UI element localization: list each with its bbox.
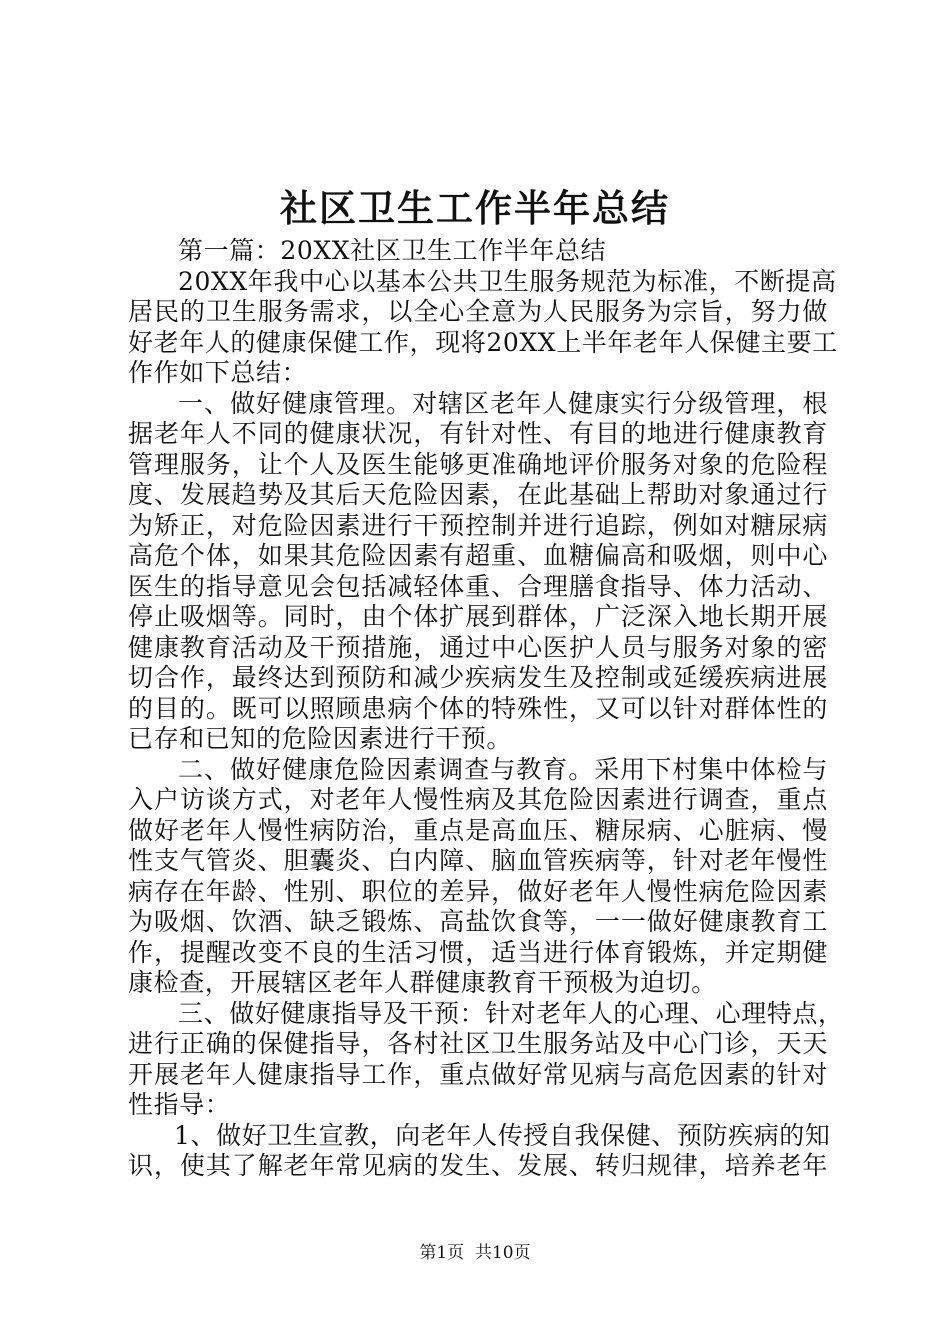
- body-line: 的目的。既可以照顾患病个体的特殊性，又可以针对群体性的: [128, 693, 828, 723]
- body-line: 第一篇：20XX社区卫生工作半年总结: [178, 236, 607, 265]
- body-line: 识，使其了解老年常见病的发生、发展、转归规律，培养老年: [128, 1151, 828, 1180]
- body-line: 作作如下总结：: [128, 358, 308, 387]
- body-line: 停止吸烟等。同时，由个体扩展到群体，广泛深入地长期开展: [128, 602, 828, 631]
- body-line: 1、做好卫生宣教，向老年人传授自我保健、预防疾病的知: [174, 1120, 831, 1150]
- body-line: 病存在年龄、性别、职位的差异，做好老年人慢性病危险因素: [128, 876, 828, 906]
- body-line: 一、做好健康管理。对辖区老年人健康实行分级管理，根: [178, 388, 828, 418]
- page-footer: 第1页 共10页: [419, 1243, 531, 1263]
- body-line: 管理服务，让个人及医生能够更准确地评价服务对象的危险程: [128, 449, 828, 479]
- body-line: 为矫正，对危险因素进行干预控制并进行追踪，例如对糖尿病: [128, 510, 828, 540]
- body-line: 进行正确的保健指导，各村社区卫生服务站及中心门诊，天天: [128, 1029, 828, 1058]
- body-line: 做好老年人慢性病防治，重点是高血压、糖尿病、心脏病、慢: [128, 815, 828, 845]
- body-line: 据老年人不同的健康状况，有针对性、有目的地进行健康教育: [128, 419, 828, 448]
- body-line: 作，提醒改变不良的生活习惯，适当进行体育锻炼，并定期健: [128, 937, 828, 967]
- body-line: 度、发展趋势及其后天危险因素，在此基础上帮助对象通过行: [128, 480, 828, 509]
- body-line: 康检查，开展辖区老年人群健康教育干预极为迫切。: [128, 968, 717, 997]
- body-line: 20XX年我中心以基本公共卫生服务规范为标准，不断提高: [178, 266, 837, 296]
- body-line: 切合作，最终达到预防和减少疾病发生及控制或延缓疾病进展: [128, 663, 828, 692]
- body-line: 居民的卫生服务需求，以全心全意为人民服务为宗旨，努力做: [128, 297, 828, 326]
- body-line: 已存和已知的危险因素进行干预。: [128, 724, 513, 753]
- body-line: 医生的指导意见会包括减轻体重、合理膳食指导、体力活动、: [128, 571, 828, 601]
- body-line: 二、做好健康危险因素调查与教育。采用下村集中体检与: [178, 754, 828, 784]
- body-line: 性指导：: [128, 1090, 231, 1119]
- document-body: [128, 236, 844, 1182]
- body-line: 为吸烟、饮酒、缺乏锻炼、高盐饮食等，一一做好健康教育工: [128, 907, 828, 936]
- body-line: 好老年人的健康保健工作，现将20XX上半年老年人保健主要工: [128, 327, 838, 357]
- body-line: 健康教育活动及干预措施，通过中心医护人员与服务对象的密: [128, 632, 828, 662]
- body-line: 开展老年人健康指导工作，重点做好常见病与高危因素的针对: [128, 1059, 828, 1089]
- document-title: 社区卫生工作半年总结: [280, 186, 670, 230]
- body-line: 入户访谈方式，对老年人慢性病及其危险因素进行调查，重点: [128, 785, 828, 814]
- body-line: 三、做好健康指导及干预：针对老年人的心理、心理特点，: [178, 998, 844, 1028]
- body-line: 高危个体，如果其危险因素有超重、血糖偏高和吸烟，则中心: [128, 541, 828, 570]
- body-line: 性支气管炎、胆囊炎、白内障、脑血管疾病等，针对老年慢性: [128, 846, 828, 875]
